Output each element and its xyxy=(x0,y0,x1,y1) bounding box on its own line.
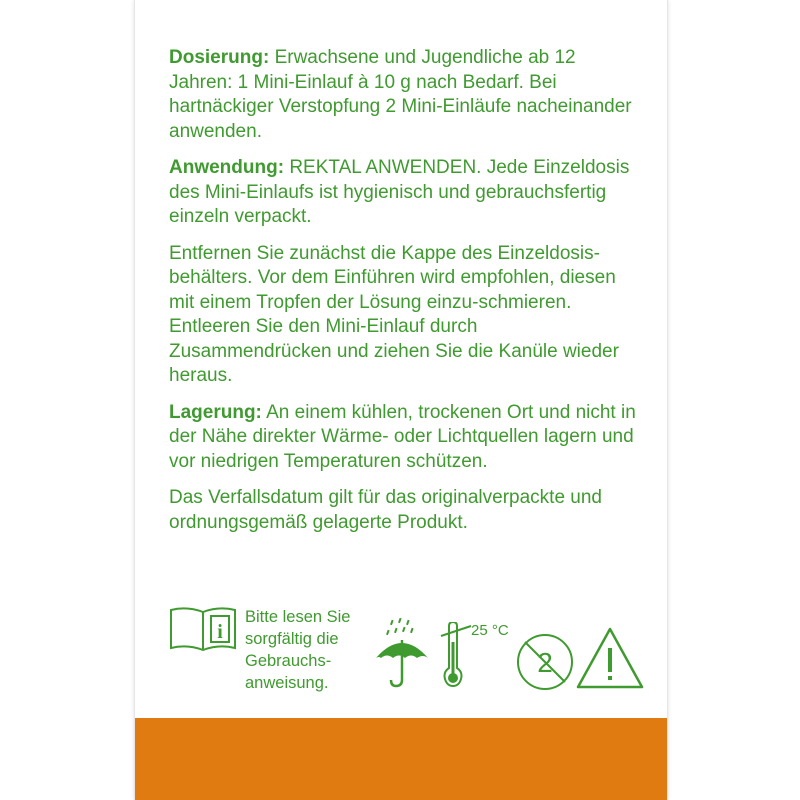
leaflet-text xyxy=(169,46,639,547)
dosage-label: Dosierung: xyxy=(169,47,270,68)
dosage-text: Erwachsene und Jugendliche ab 12 Jahren: 1 Mini-Einlauf à 10 g nach Bedarf. Bei hartnäckiger Verstopfung 2 Mini-Einläufe nacheinander anwenden. xyxy=(169,47,632,142)
thermometer-icon xyxy=(439,622,473,688)
storage-paragraph-2: Das Verfallsdatum gilt für das originalverpackte und ordnungsgemäß gelagerte Produkt. xyxy=(169,487,603,533)
svg-text:2: 2 xyxy=(537,647,553,678)
usage-section xyxy=(169,156,639,230)
note-line-2: sorgfältig die xyxy=(245,630,339,648)
usage-paragraph-2: Entfernen Sie zunächst die Kappe des Einzeldosis-behälters. Vor dem Einführen wird empfohlen, diesen mit einem Tropfen der Lösung einzu-schmieren. Entleeren Sie den Mini-Einlauf durch Zusammendrücken und ziehen Sie die Kanüle wieder heraus. xyxy=(169,242,619,386)
orange-footer-band xyxy=(135,718,667,800)
usage-text: REKTAL ANWENDEN. Jede Einzeldosis des Mini-Einlaufs ist hygienisch und gebrauchsfertig einzeln verpackt. xyxy=(169,157,630,227)
read-instructions-note xyxy=(245,606,375,694)
dosage-section xyxy=(169,46,639,144)
note-line-4: anweisung. xyxy=(245,674,329,692)
storage-label: Lagerung: xyxy=(169,401,262,423)
usage-label: Anwendung: xyxy=(169,157,285,178)
temperature-limit: 25 °C xyxy=(471,622,509,639)
warning-triangle-icon xyxy=(575,626,645,690)
info-book-icon xyxy=(169,606,237,652)
svg-text:i: i xyxy=(217,621,223,643)
storage-text: An einem kühlen, trockenen Ort und nicht in der Nähe direkter Wärme- oder Lichtquellen lagern und vor niedrigen Temperaturen schützen. xyxy=(169,401,636,472)
note-line-1: Bitte lesen Sie xyxy=(245,608,351,626)
note-line-3: Gebrauchs- xyxy=(245,652,332,670)
storage-section xyxy=(169,401,639,475)
package-panel xyxy=(134,0,668,800)
do-not-reuse-icon xyxy=(515,632,575,692)
keep-dry-umbrella-icon xyxy=(373,618,431,690)
